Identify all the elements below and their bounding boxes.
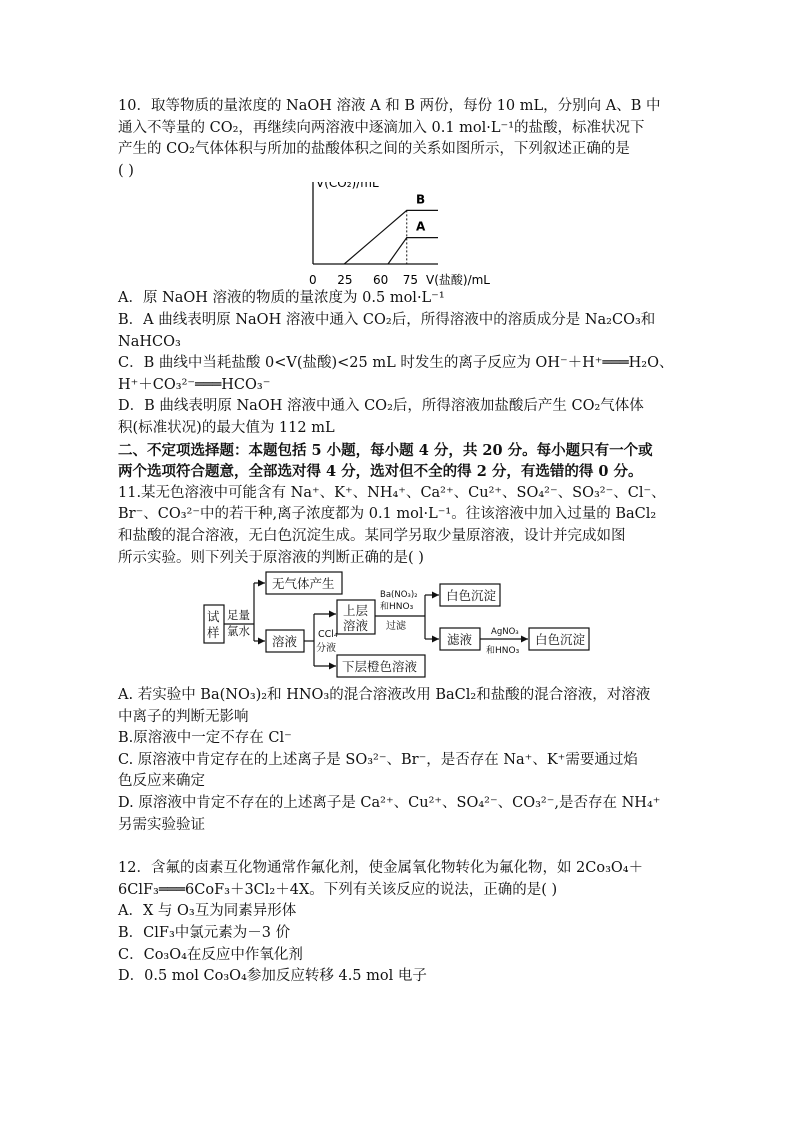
section-2-heading-line: 两个选项符合题意，全部选对得 4 分，选对但不全的得 2 分，有选错的得 0 分。 [118, 463, 643, 481]
q11-options [118, 685, 684, 836]
flowchart-svg [118, 569, 684, 685]
q10-stem-line: 10．取等物质的量浓度的 NaOH 溶液 A 和 B 两份，每份 10 mL，分别向 A、B 中 [118, 98, 661, 114]
q12-stem-line: 12．含氟的卤素互化物通常作氟化剂，使金属氧化物转化为氟化物，如 2Co₃O₄＋ [118, 860, 644, 877]
ba-no3-label: Ba(NO₃)₂ [380, 590, 418, 601]
upper-label-1: 上层 [343, 603, 369, 619]
section-2-heading [118, 440, 684, 483]
q10-stem-line: ( ) [118, 162, 134, 179]
series-line-A [388, 238, 438, 264]
ccl4-label: CCl₄ [318, 629, 338, 641]
x-tick-label: 25 [337, 273, 353, 288]
hno3-label-b: 和HNO₃ [486, 646, 520, 657]
series-label-B: B [416, 192, 426, 207]
y-axis-label: V(CO₂)/mL [316, 182, 379, 191]
no-gas-label: 无气体产生 [272, 576, 335, 592]
white-ppt-label-1: 白色沉淀 [446, 588, 497, 604]
q10-option-b-cont: NaHCO₃ [118, 333, 181, 350]
q10-option-c: C．B 曲线中当耗盐酸 0<V(盐酸)<25 mL 时发生的离子反应为 OH⁻＋H⁺═══H₂O、 [118, 355, 674, 372]
q11-option-a-cont: 中离子的判断无影响 [118, 708, 249, 725]
sample-label-2: 样 [207, 625, 220, 641]
q11-option-d-cont: 另需实验验证 [118, 816, 205, 833]
q11-option-c-cont: 色反应来确定 [118, 773, 205, 790]
question-12 [118, 858, 684, 988]
separate-label: 分液 [316, 643, 336, 655]
white-ppt-label-2: 白色沉淀 [535, 632, 586, 648]
q12-option-b: B．ClF₃中氯元素为－3 价 [118, 925, 291, 942]
upper-label-2: 溶液 [343, 618, 369, 634]
q11-option-c: C. 原溶液中肯定存在的上述离子是 SO₃²⁻、Br⁻，是否存在 Na⁺、K⁺需要通过焰 [118, 751, 638, 768]
filtrate-label: 滤液 [447, 632, 473, 648]
reagent-label-2: 氯水 [227, 624, 250, 639]
x-tick-label: 60 [373, 273, 389, 288]
q10-option-c-cont: H⁺＋CO₃²⁻═══HCO₃⁻ [118, 376, 271, 393]
q12-option-c: C．Co₃O₄在反应中作氧化剂 [118, 946, 303, 963]
chart-svg [118, 182, 684, 288]
q10-option-a: A．原 NaOH 溶液的物质的量浓度为 0.5 mol·L⁻¹ [118, 290, 445, 307]
q10-option-d: D．B 曲线表明原 NaOH 溶液中通入 CO₂后，所得溶液加盐酸后产生 CO₂气体体 [118, 398, 644, 415]
q10-stem-line: 产生的 CO₂气体体积与所加的盐酸体积之间的关系如图所示，下列叙述正确的是 [118, 141, 630, 158]
co2-volume-chart [118, 182, 684, 288]
q10-options [118, 288, 684, 439]
question-10 [118, 96, 684, 182]
agno3-label: AgNO₃ [491, 627, 519, 638]
spacer [118, 836, 684, 858]
section-2-heading-line: 二、不定项选择题：本题包括 5 小题，每小题 4 分，共 20 分。每小题只有一个或 [118, 441, 653, 459]
x-tick-label: 75 [402, 273, 419, 288]
q12-option-a: A．X 与 O₃互为同素异形体 [118, 903, 297, 920]
exam-page [118, 96, 684, 988]
q10-option-d-cont: 积(标准状况)的最大值为 112 mL [118, 419, 335, 436]
q10-stem-line: 通入不等量的 CO₂，再继续向两溶液中逐滴加入 0.1 mol·L⁻¹的盐酸，标准状况下 [118, 119, 645, 136]
q11-stem-line: 11.某无色溶液中可能含有 Na⁺、K⁺、NH₄⁺、Ca²⁺、Cu²⁺、SO₄²⁻、SO₃²⁻、Cl⁻、 [118, 484, 666, 501]
experiment-flowchart [118, 569, 684, 685]
q12-stem-line: 6ClF₃═══6CoF₃＋3Cl₂＋4X。下列有关该反应的说法，正确的是( ) [118, 881, 558, 898]
q11-option-d: D. 原溶液中肯定不存在的上述离子是 Ca²⁺、Cu²⁺、SO₄²⁻、CO₃²⁻,是否存在 NH₄⁺ [118, 795, 661, 812]
sample-label-1: 试 [207, 609, 220, 625]
q11-stem-line: Br⁻、CO₃²⁻中的若干种,离子浓度都为 0.1 mol·L⁻¹。往该溶液中加入过量的 BaCl₂ [118, 506, 657, 523]
x-axis-label: V(盐酸)/mL [426, 273, 490, 288]
hno3-label-a: 和HNO₃ [380, 602, 414, 613]
q11-option-a: A. 若实验中 Ba(NO₃)₂和 HNO₃的混合溶液改用 BaCl₂和盐酸的混合溶液，对溶液 [118, 687, 651, 704]
filter-label: 过滤 [386, 621, 406, 633]
solution-label: 溶液 [272, 634, 298, 650]
q10-option-b: B．A 曲线表明原 NaOH 溶液中通入 CO₂后，所得溶液中的溶质成分是 Na₂CO₃和 [118, 311, 656, 328]
question-11 [118, 483, 684, 569]
q11-stem-line: 和盐酸的混合溶液，无白色沉淀生成。某同学另取少量原溶液，设计并完成如图 [118, 527, 626, 544]
q11-stem-line: 所示实验。则下列关于原溶液的判断正确的是( ) [118, 549, 424, 566]
q11-option-b: B.原溶液中一定不存在 Cl⁻ [118, 730, 292, 747]
lower-layer-label: 下层橙色溶液 [342, 659, 418, 675]
q12-option-d: D．0.5 mol Co₃O₄参加反应转移 4.5 mol 电子 [118, 968, 427, 985]
x-tick-label: 0 [309, 273, 317, 288]
series-label-A: A [416, 219, 426, 234]
reagent-label-1: 足量 [227, 608, 250, 623]
